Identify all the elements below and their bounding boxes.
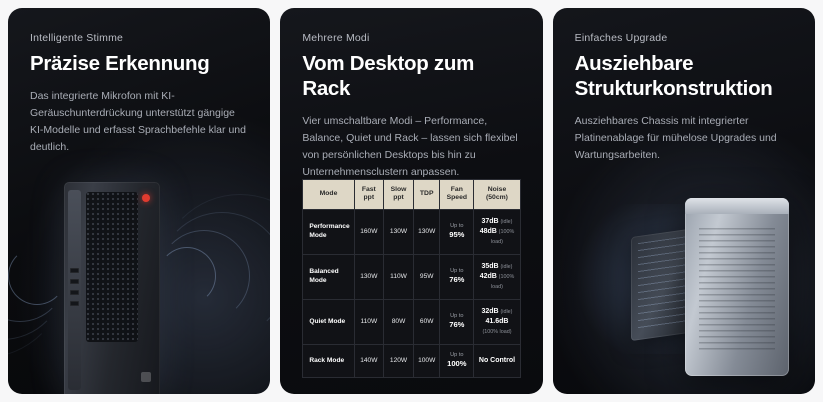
cell-slow: 80W [383,300,413,345]
cell-slow: 130W [383,209,413,254]
column-header-fan-speed: Fan Speed [440,179,474,209]
tower-pc-illustration [8,158,270,394]
cell-mode: Quiet Mode [303,300,354,345]
cell-noise [474,209,520,254]
cell-mode: Balanced Mode [303,254,354,299]
cell-tdp: 95W [414,254,440,299]
cell-noise [474,300,520,345]
noise-idle-value: 35dB [481,262,499,270]
table-row [303,209,520,254]
fan-prefix: Up to [450,222,464,229]
cell-mode: Performance Mode [303,209,354,254]
noise-load-label: (100% load) [490,274,515,291]
cell-fan [440,254,474,299]
chassis-image [685,198,789,376]
table-row [303,345,520,378]
noise-load-value: 42dB [479,273,497,281]
card-eyebrow: Intelligente Stimme [30,32,124,44]
noise-idle-label: (idle) [500,218,513,225]
feature-card-voice [8,8,270,394]
card-eyebrow: Mehrere Modi [302,32,370,44]
front-ports-icon [70,268,79,312]
card-body: Vier umschaltbare Modi – Performance, Balance, Quiet und Rack – lassen sich flexibel von persönlichen Desktops bis hin zu Unternehmensclustern anpassen. [302,115,518,178]
cell-slow: 110W [383,254,413,299]
noise-load-value: 41.6dB [485,318,509,326]
fan-value: 100% [447,359,467,369]
table-row [303,254,520,299]
cell-mode: Rack Mode [303,345,354,378]
column-header-mode: Mode [303,179,354,209]
fan-value: 95% [449,230,465,240]
feature-card-upgrade [553,8,815,394]
column-header-noise: Noise (50cm) [474,179,520,209]
cell-fast: 130W [354,254,383,299]
noise-idle-value: No Control [478,357,516,365]
fan-prefix: Up to [450,268,464,275]
cell-fan [440,300,474,345]
cell-fan [440,209,474,254]
brand-logo [141,372,151,382]
fan-prefix: Up to [450,352,464,359]
cell-noise [474,254,520,299]
fan-prefix: Up to [450,313,464,320]
card-headline: Präzise Erkennung [30,52,210,75]
card-eyebrow: Einfaches Upgrade [574,32,668,44]
cell-fast: 110W [354,300,383,345]
cell-fan [440,345,474,378]
column-header-tdp: TDP [414,179,440,209]
noise-load-value: 48dB [479,227,497,235]
noise-load-label: (100% load) [490,228,515,246]
cell-tdp: 60W [414,300,440,345]
mode-table-wrapper [302,179,520,378]
card-body: Ausziehbares Chassis mit integrierter Platinenablage für mühelose Upgrades und Wartungsarbeiten. [574,115,777,161]
column-header-slow-ppt: Slow ppt [383,179,413,209]
card-headline: Ausziehbare Strukturkonstruktion [574,52,773,100]
fan-value: 76% [449,320,465,330]
cell-slow: 120W [383,345,413,378]
card-headline: Vom Desktop zum Rack [302,52,475,100]
table-row [303,300,520,345]
cell-tdp: 130W [414,209,440,254]
cell-fast: 160W [354,209,383,254]
cell-noise [474,345,520,378]
noise-idle-label: (idle) [500,309,513,316]
cell-fast: 140W [354,345,383,378]
tower-pc-image [64,182,160,394]
power-led-icon [142,194,150,202]
column-header-fast-ppt: Fast ppt [354,179,383,209]
fan-value: 76% [449,275,465,285]
noise-idle-value: 37dB [481,217,499,225]
card-body: Das integrierte Mikrofon mit KI-Geräuschunterdrückung unterstützt gängige KI-Modelle und erfasst Sprachbefehle klar und deutlich. [30,90,246,153]
noise-idle-label: (idle) [500,263,513,270]
noise-idle-value: 32dB [481,308,499,316]
table-header-row [303,179,520,209]
cell-tdp: 100W [414,345,440,378]
mode-comparison-table [302,179,520,378]
noise-load-label: (100% load) [482,329,512,336]
feature-card-modes [280,8,542,394]
